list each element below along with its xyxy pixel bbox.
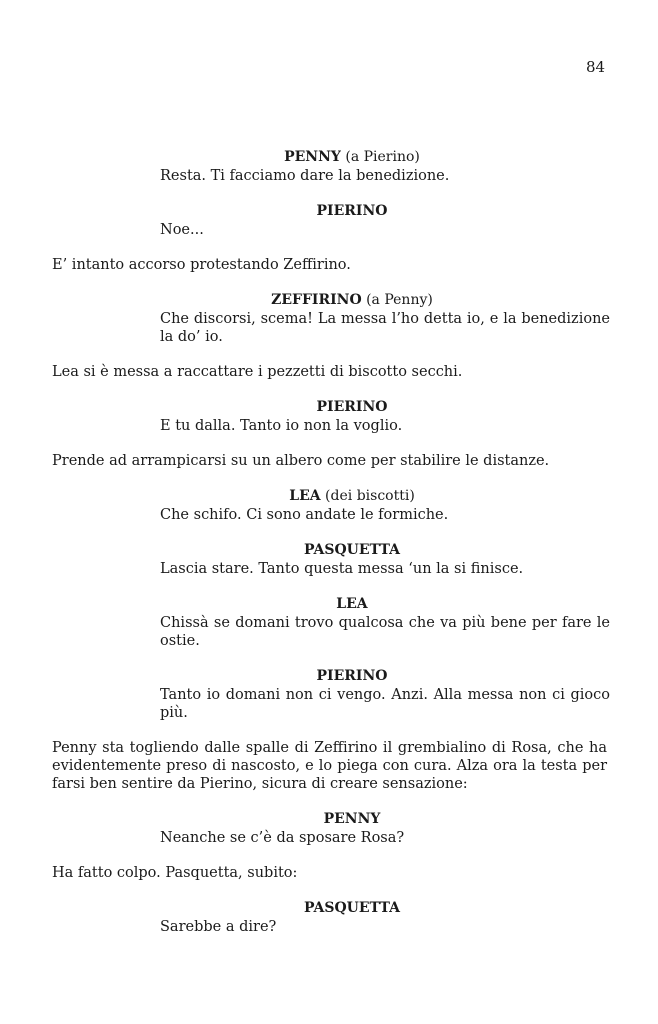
spacer <box>52 185 612 202</box>
stage-direction: E’ intanto accorso protestando Zeffirino. <box>52 257 351 273</box>
dialogue-line: Noe... <box>160 222 204 238</box>
dialogue-line: Che schifo. Ci sono andate le formiche. <box>160 507 449 523</box>
page-number: 84 <box>586 58 606 76</box>
speaker-cue <box>52 667 612 686</box>
stage-direction: Lea si è messa a raccattare i pezzetti di biscotto secchi. <box>52 364 463 380</box>
script-body <box>52 148 612 936</box>
speaker-direction: (a Pierino) <box>340 149 420 165</box>
speaker-cue <box>52 398 612 417</box>
speaker-name: PENNY <box>323 811 381 827</box>
dialogue-line: Tanto io domani non ci vengo. Anzi. Alla messa non ci gioco più. <box>160 687 610 721</box>
speaker-cue <box>52 899 612 918</box>
speaker-name: PASQUETTA <box>304 900 400 916</box>
speaker-name: PASQUETTA <box>304 542 400 558</box>
speaker-name: PIERINO <box>316 203 388 219</box>
speaker-name: LEA <box>336 596 368 612</box>
speaker-cue <box>52 595 612 614</box>
speaker-cue <box>52 148 612 167</box>
speaker-cue <box>52 810 612 829</box>
dialogue-line: Lascia stare. Tanto questa messa ‘un la si finisce. <box>160 561 524 577</box>
spacer <box>52 847 612 864</box>
dialogue-line: Chissà se domani trovo qualcosa che va più bene per fare le ostie. <box>160 615 610 649</box>
speaker-cue <box>52 291 612 310</box>
speaker-name: PIERINO <box>316 399 388 415</box>
speaker-cue <box>52 202 612 221</box>
spacer <box>52 274 612 291</box>
spacer <box>52 381 612 398</box>
speaker-direction: (a Penny) <box>361 292 433 308</box>
spacer <box>52 435 612 452</box>
speaker-name: PIERINO <box>316 668 388 684</box>
spacer <box>52 239 612 256</box>
spacer <box>52 578 612 595</box>
spacer <box>52 524 612 541</box>
dialogue-line: Che discorsi, scema! La messa l’ho detta io, e la benedizione la do’ io. <box>160 311 610 345</box>
dialogue-line: E tu dalla. Tanto io non la voglio. <box>160 418 403 434</box>
stage-direction: Ha fatto colpo. Pasquetta, subito: <box>52 865 298 881</box>
speaker-cue <box>52 487 612 506</box>
dialogue-line: Sarebbe a dire? <box>160 919 277 935</box>
speaker-name: ZEFFIRINO <box>271 292 362 308</box>
speaker-direction: (dei biscotti) <box>320 488 415 504</box>
stage-direction: Prende ad arrampicarsi su un albero come per stabilire le distanze. <box>52 453 550 469</box>
speaker-name: PENNY <box>284 149 341 165</box>
dialogue-line: Neanche se c’è da sposare Rosa? <box>160 830 405 846</box>
spacer <box>52 470 612 487</box>
spacer <box>52 882 612 899</box>
spacer <box>52 650 612 667</box>
spacer <box>52 722 612 739</box>
spacer <box>52 346 612 363</box>
dialogue-line: Resta. Ti facciamo dare la benedizione. <box>160 168 450 184</box>
speaker-name: LEA <box>289 488 321 504</box>
stage-direction: Penny sta togliendo dalle spalle di Zeffirino il grembialino di Rosa, che ha evidentemente preso di nascosto, e lo piega con cura. Alza ora la testa per farsi ben sentire da Pierino, sicura di creare sensazione: <box>52 740 607 792</box>
speaker-cue <box>52 541 612 560</box>
spacer <box>52 793 612 810</box>
